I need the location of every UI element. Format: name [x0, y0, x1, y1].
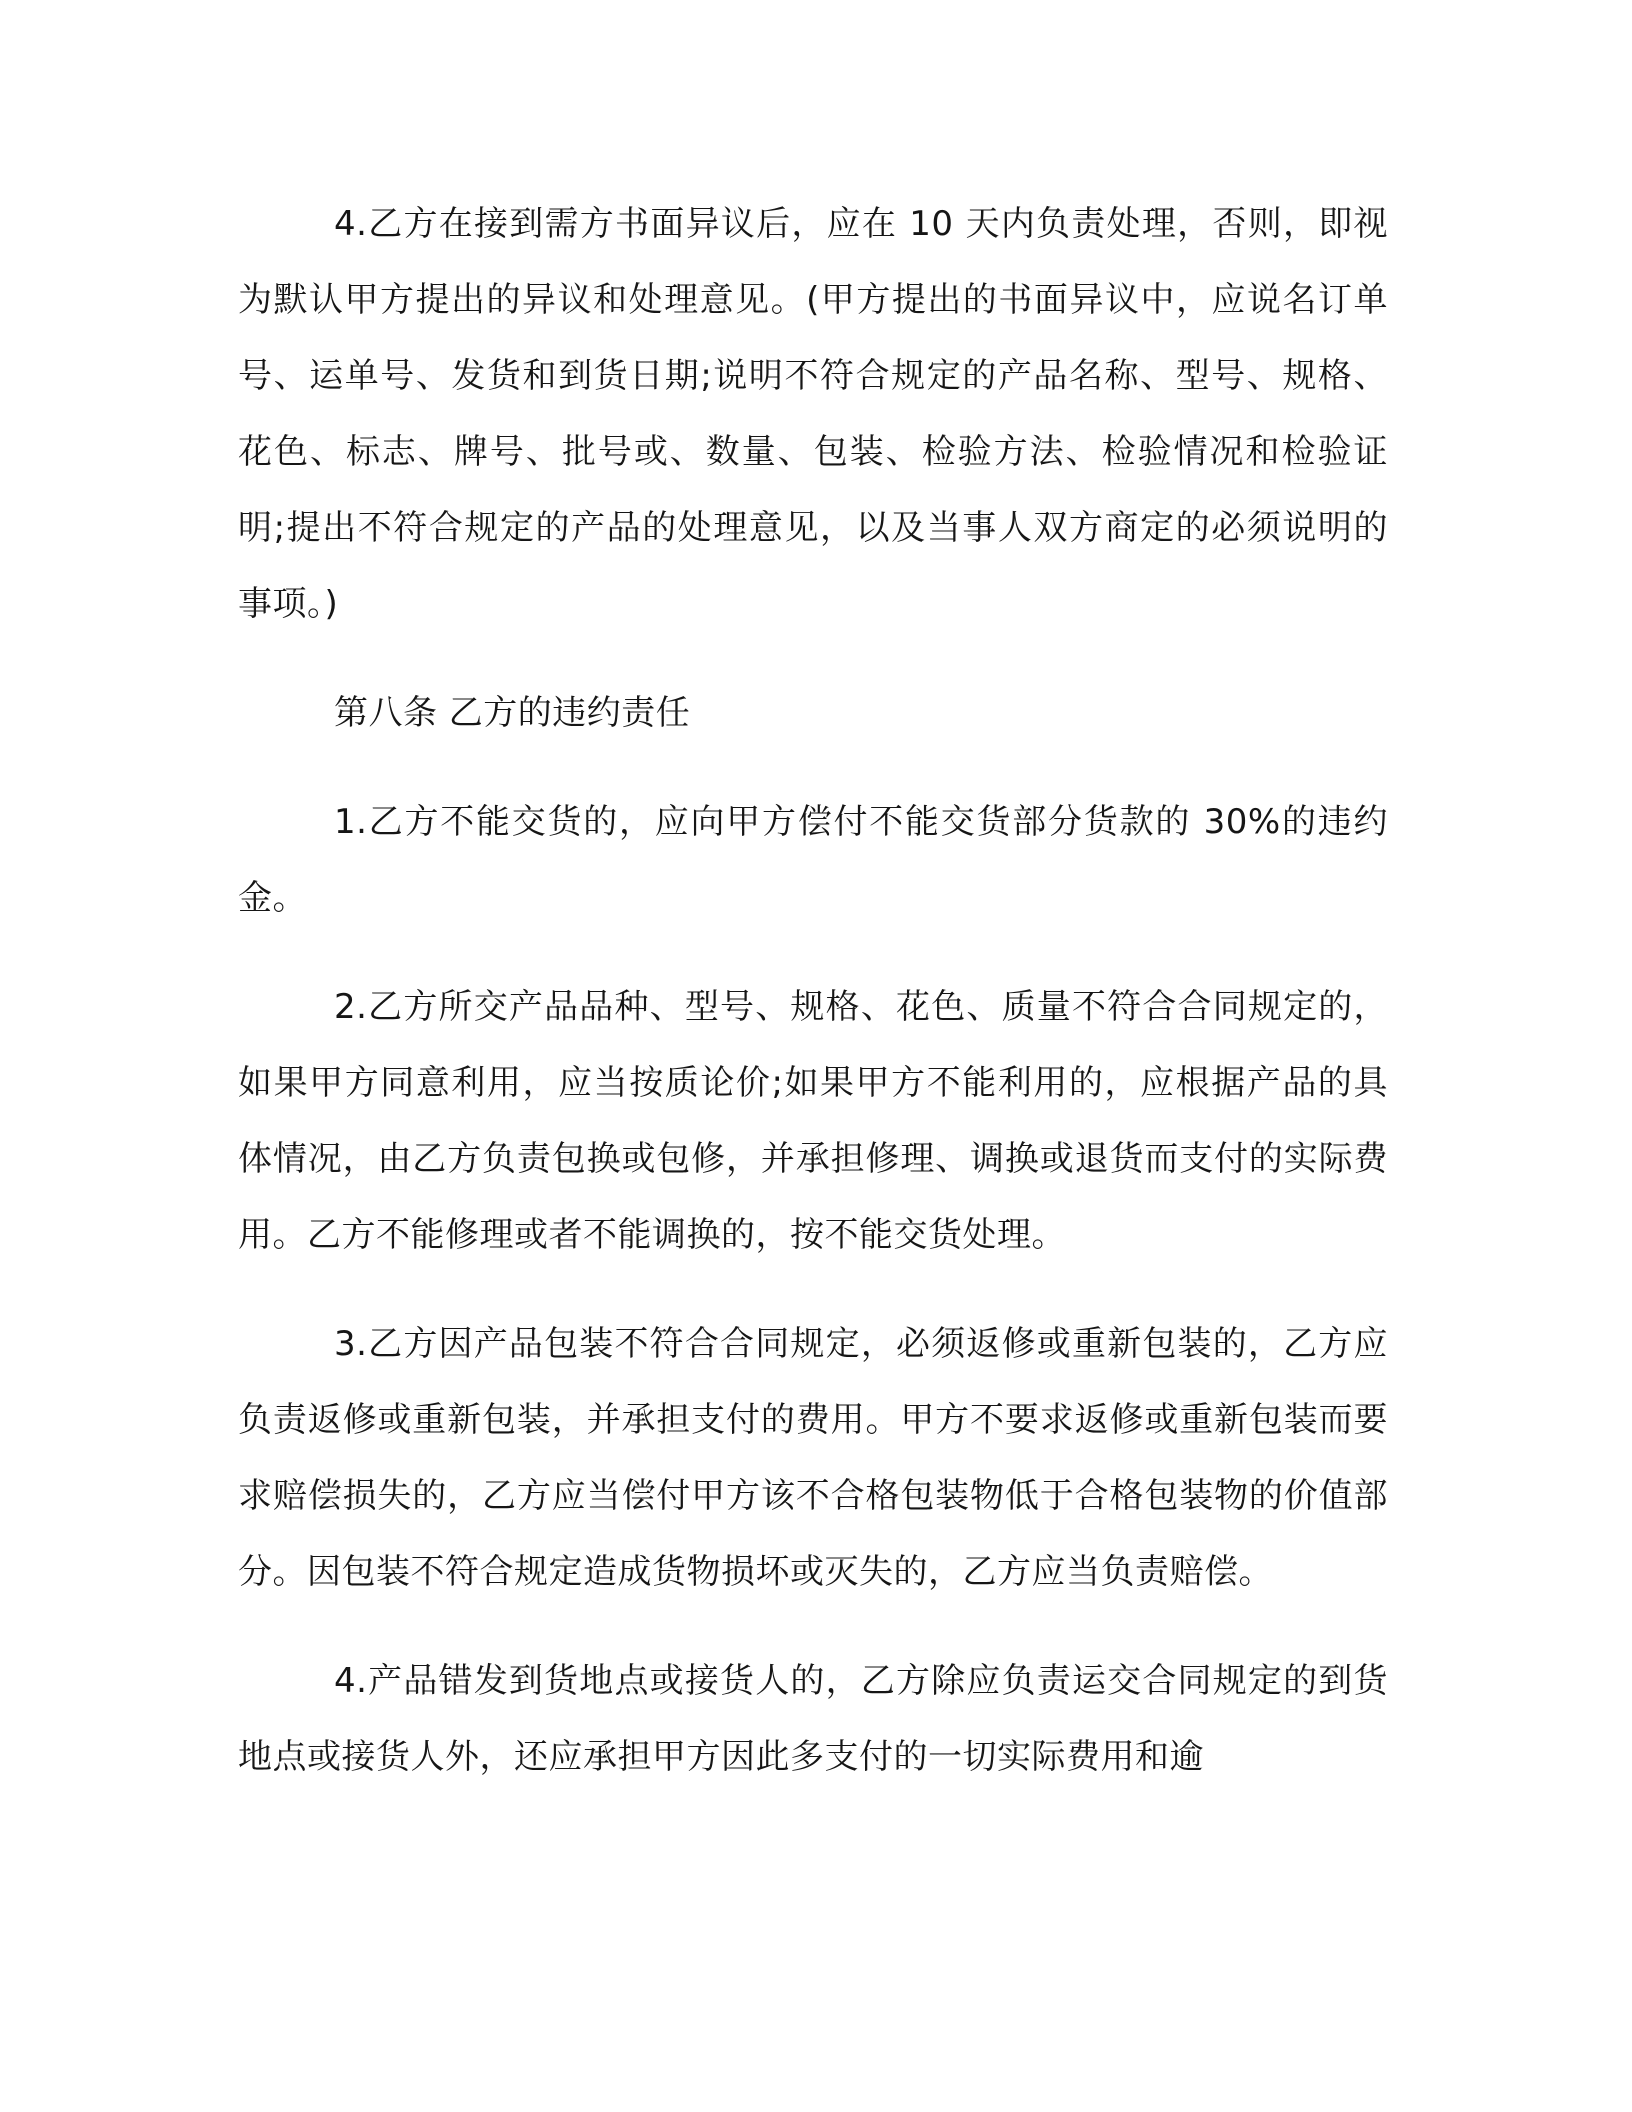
paragraph-wrong-delivery: 4.产品错发到货地点或接货人的，乙方除应负责运交合同规定的到货地点或接货人外，还应承担甲方因此多支付的一切实际费用和逾: [238, 1661, 1388, 1777]
paragraph-quality-mismatch: 2.乙方所交产品品种、型号、规格、花色、质量不符合合同规定的，如果甲方同意利用，应当按质论价;如果甲方不能利用的，应根据产品的具体情况，由乙方负责包换或包修，并承担修理、调换或退货而支付的实际费用。乙方不能修理或者不能调换的，按不能交货处理。: [238, 987, 1388, 1255]
paragraph-non-delivery: 1.乙方不能交货的，应向甲方偿付不能交货部分货款的 30%的违约金。: [238, 802, 1388, 918]
paragraph-objection-handling: 4.乙方在接到需方书面异议后，应在 10 天内负责处理，否则，即视为默认甲方提出的异议和处理意见。(甲方提出的书面异议中，应说名订单号、运单号、发货和到货日期;说明不符合规定的产品名称、型号、规格、花色、标志、牌号、批号或、数量、包装、检验方法、检验情况和检验证明;提出不符合规定的产品的处理意见，以及当事人双方商定的必须说明的事项。): [238, 204, 1388, 624]
document-body: [238, 186, 1388, 1828]
article-eight-heading: 第八条 乙方的违约责任: [334, 693, 691, 733]
paragraph-packaging: 3.乙方因产品包装不符合合同规定，必须返修或重新包装的，乙方应负责返修或重新包装，并承担支付的费用。甲方不要求返修或重新包装而要求赔偿损失的，乙方应当偿付甲方该不合格包装物低于合格包装物的价值部分。因包装不符合规定造成货物损坏或灭失的，乙方应当负责赔偿。: [238, 1324, 1388, 1592]
